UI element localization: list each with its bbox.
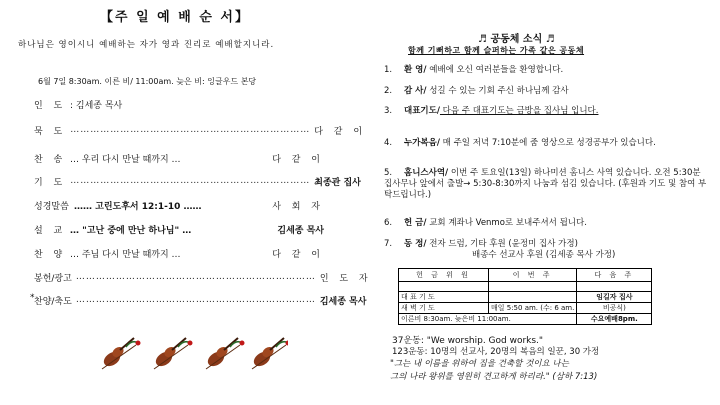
community-news-subtitle: 함께 기뻐하고 함께 슬퍼하는 가족 같은 공동체 bbox=[408, 46, 585, 55]
news-item-homeless: 5. 홈니스사역/ 이번 주 토요일(13일) 하나미션 홈니스 사역 있습니다. 오전 5:30분 집사무나 앞에서 출발→ 5:30-8:30까지 나눔과 섬김 있습니다. (후원과 기도 및 참여 부탁드립니다.) bbox=[384, 168, 707, 200]
order-row-praise: 찬 양 … 주님 다시 만날 때까지 … 다 같 이 bbox=[34, 249, 324, 260]
news-item-prayer: 3. 대표기도/ 다음 주 대표기도는 금방을 집사님 입니다. bbox=[384, 106, 599, 116]
worship-subtitle: 하나님은 영이시니 예배하는 자가 영과 진리로 예배할지니라. bbox=[18, 40, 275, 50]
order-row-leader: 인 도 : 김세종 목사 bbox=[34, 100, 123, 111]
verse-line-1: "그는 내 이름을 위하여 집을 건축할 것이요 나는 bbox=[390, 359, 569, 369]
table-row: 새 벽 기 도 매일 5:50 am. (수: 6 am. 비공식) bbox=[399, 303, 652, 314]
table-row: 대 표 기 도 임길자 집사 bbox=[399, 292, 652, 303]
community-news-title: ♬ 공동체 소식 ♬ bbox=[478, 34, 555, 45]
verse-line-2: 그의 나라 왕위를 영원히 견고하게 하리라." (삼하 7:13) bbox=[390, 372, 598, 382]
offering-duty-table: 헌 금 위 원 이 번 주 다 음 주 대 표 기 도 임길자 집사 새 벽 기 도 매일 5:50 am. (수: 6 am. 비공식) 이른비 8:30am. 늦은비 11:00am. 수요예배8pm. bbox=[398, 268, 652, 325]
table-row bbox=[399, 282, 652, 292]
order-row-sermon: 설 교 … "고난 중에 만난 하나님" … 김세종 목사 bbox=[34, 225, 324, 236]
table-row: 이른비 8:30am. 늦은비 11:00am. 수요예배8pm. bbox=[399, 314, 652, 325]
news-item-luke: 4. 누가복음/ 매 주일 저녁 7:10분에 줌 영상으로 성경공부가 있습니다. bbox=[384, 138, 656, 148]
order-row-hymn: 찬 송 … 우리 다시 만날 때까지 … 다 같 이 bbox=[34, 154, 324, 165]
order-row-scripture: 성경말씀 …… 고린도후서 12:1-10 …… 사 회 자 bbox=[34, 201, 324, 212]
order-row-prayer: 기 도 ……………………………………………………………… 최종관 집사 bbox=[34, 176, 361, 188]
order-row-offering: 봉헌/광고 ……………………………………………………………… 인 도 자 bbox=[34, 272, 372, 284]
service-date: 6월 7일 8:30am. 이른 비/ 11:00am. 늦은 비: 잉글우드 본당 bbox=[38, 77, 257, 86]
news-item-thanks: 2. 감 사/ 성길 수 있는 기회 주신 하나님께 감사 bbox=[384, 86, 569, 96]
order-row-silent-prayer: 묵 도 ……………………………………………………………… 다 같 이 bbox=[34, 125, 367, 137]
standing-marker: * bbox=[30, 293, 35, 303]
news-item-news: 7. 동 정/ 전자 드럼, 기타 후원 (윤정미 집사 가정) 배종수 선교사 후원 (김세종 목사 가정) bbox=[384, 239, 616, 260]
news-item-offering: 6. 헌 금/ 교회 계좌나 Venmo로 보내주셔서 됩니다. bbox=[384, 218, 587, 228]
order-row-benediction: 찬양/축도 ……………………………………………………………… 김세종 목사 bbox=[34, 295, 367, 307]
movement-37: 37운동: "We worship. God works." bbox=[392, 336, 544, 346]
movement-123: 123운동: 10명의 선교사, 20명의 복음의 일꾼, 30 가정 bbox=[392, 347, 600, 357]
violin-decoration-icon bbox=[98, 333, 288, 373]
worship-order-title: 【주 일 예 배 순 서】 bbox=[100, 10, 250, 25]
community-news-panel bbox=[370, 0, 715, 405]
news-item-welcome: 1. 환 영/ 예배에 오신 여러분들을 환영합니다. bbox=[384, 65, 564, 75]
